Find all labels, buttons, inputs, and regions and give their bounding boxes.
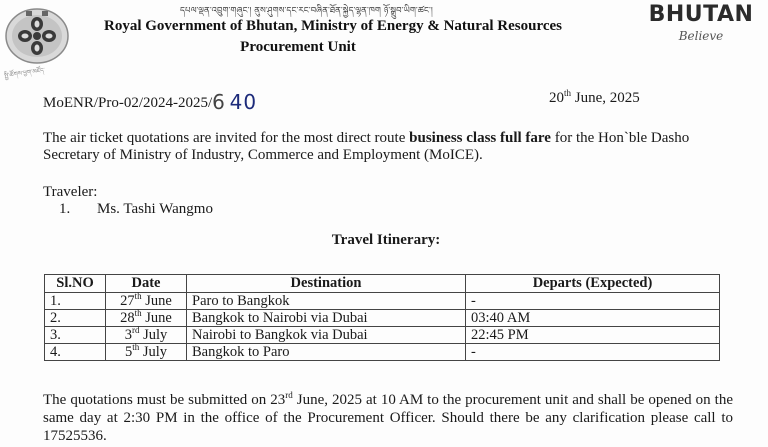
dzongkha-header: དཔལ་ལྡན་འབྲུག་གཞུང་། ནུས་ཤུགས་དང་རང་བཞིན་ཐོན་སྐྱེད་ལྷན་ཁག ཉོ་སྒྲུབ་ཡིག་ཚང་།: [180, 6, 433, 16]
cell-destination: Bangkok to Paro: [187, 344, 466, 361]
cell-slno: 2.: [45, 310, 106, 327]
cell-destination: Paro to Bangkok: [187, 293, 466, 310]
cell-date: [106, 293, 187, 310]
cell-departs: -: [466, 344, 720, 361]
traveler-number: 1.: [59, 201, 71, 217]
cell-date: [106, 344, 187, 361]
cell-slno: 1.: [45, 293, 106, 310]
col-header-slno: Sl.NO: [45, 275, 106, 293]
cell-slno: 3.: [45, 327, 106, 344]
date-month: June: [141, 293, 172, 309]
brand-title: BHUTAN: [648, 2, 754, 27]
date-suffix: th: [564, 88, 572, 98]
intro-emphasis: business class full fare: [409, 130, 551, 146]
date-day: 28: [120, 310, 135, 326]
bhutan-brand-logo: [636, 2, 766, 43]
reference-printed: MoENR/Pro-02/2024-2025/: [43, 95, 213, 111]
traveler-name: Ms. Tashi Wangmo: [97, 201, 213, 217]
table-row: [45, 327, 720, 344]
date-month: July: [139, 344, 168, 360]
cell-departs: 03:40 AM: [466, 310, 720, 327]
date-day: 27: [120, 293, 135, 309]
submission-date-suffix: rd: [285, 390, 293, 400]
brand-tagline: Believe: [678, 29, 724, 43]
cell-destination: Bangkok to Nairobi via Dubai: [187, 310, 466, 327]
intro-text-2: for the Hon`ble Dasho Secretary of Ministry of Industry, Commerce and Employment (MoICE).: [43, 130, 690, 163]
itinerary-title: Travel Itinerary:: [331, 232, 441, 248]
date-month: July: [139, 327, 168, 343]
col-header-departs: Departs (Expected): [466, 275, 720, 293]
date-suffix: th: [134, 291, 142, 301]
date-rest: June, 2025: [571, 90, 640, 106]
date-month: June: [141, 310, 172, 326]
table-header-row: [45, 275, 720, 293]
intro-paragraph: [43, 130, 733, 164]
unit-name: Procurement Unit: [240, 39, 356, 55]
cell-date: [106, 310, 187, 327]
itinerary-table: [44, 274, 720, 361]
submission-text-1: The quotations must be submitted on 23: [43, 392, 286, 408]
traveler-label: Traveler:: [43, 184, 98, 200]
intro-text-1: The air ticket quotations are invited for the most direct route: [43, 130, 410, 146]
date-day: 20: [549, 90, 564, 106]
table-row: [45, 293, 720, 310]
date-suffix: th: [134, 308, 142, 318]
col-header-date: Date: [106, 275, 187, 293]
reference-handwritten-prefix: 6: [212, 90, 226, 114]
reference-handwritten-number: 40: [229, 90, 258, 114]
organization-name: Royal Government of Bhutan, Ministry of Energy & Natural Resources: [104, 18, 563, 34]
cell-date: [106, 327, 187, 344]
reference-number: [43, 90, 257, 114]
royal-emblem-icon: [4, 6, 70, 66]
traveler-list-item: [57, 201, 213, 218]
date-suffix: th: [132, 342, 140, 352]
cell-destination: Nairobi to Bangkok via Dubai: [187, 327, 466, 344]
table-row: [45, 344, 720, 361]
col-header-destination: Destination: [187, 275, 466, 293]
date-day: 5: [124, 344, 133, 360]
cell-departs: -: [466, 293, 720, 310]
table-row: [45, 310, 720, 327]
letter-date: [549, 90, 640, 107]
submission-text-2: June, 2025 at 10 AM to the procurement unit and shall be opened on the same day at 2:30 PM in the office of the Procurement Officer. Should there be any clarification please call to 17525536.: [43, 392, 733, 444]
submission-paragraph: [43, 391, 733, 445]
emblem-script-label: སྤྱི་ཚོགས་ཕྱག་མཛོད་: [3, 66, 46, 80]
date-day: 3: [124, 327, 132, 343]
cell-slno: 4.: [45, 344, 106, 361]
date-suffix: rd: [131, 325, 140, 335]
cell-departs: 22:45 PM: [466, 327, 720, 344]
